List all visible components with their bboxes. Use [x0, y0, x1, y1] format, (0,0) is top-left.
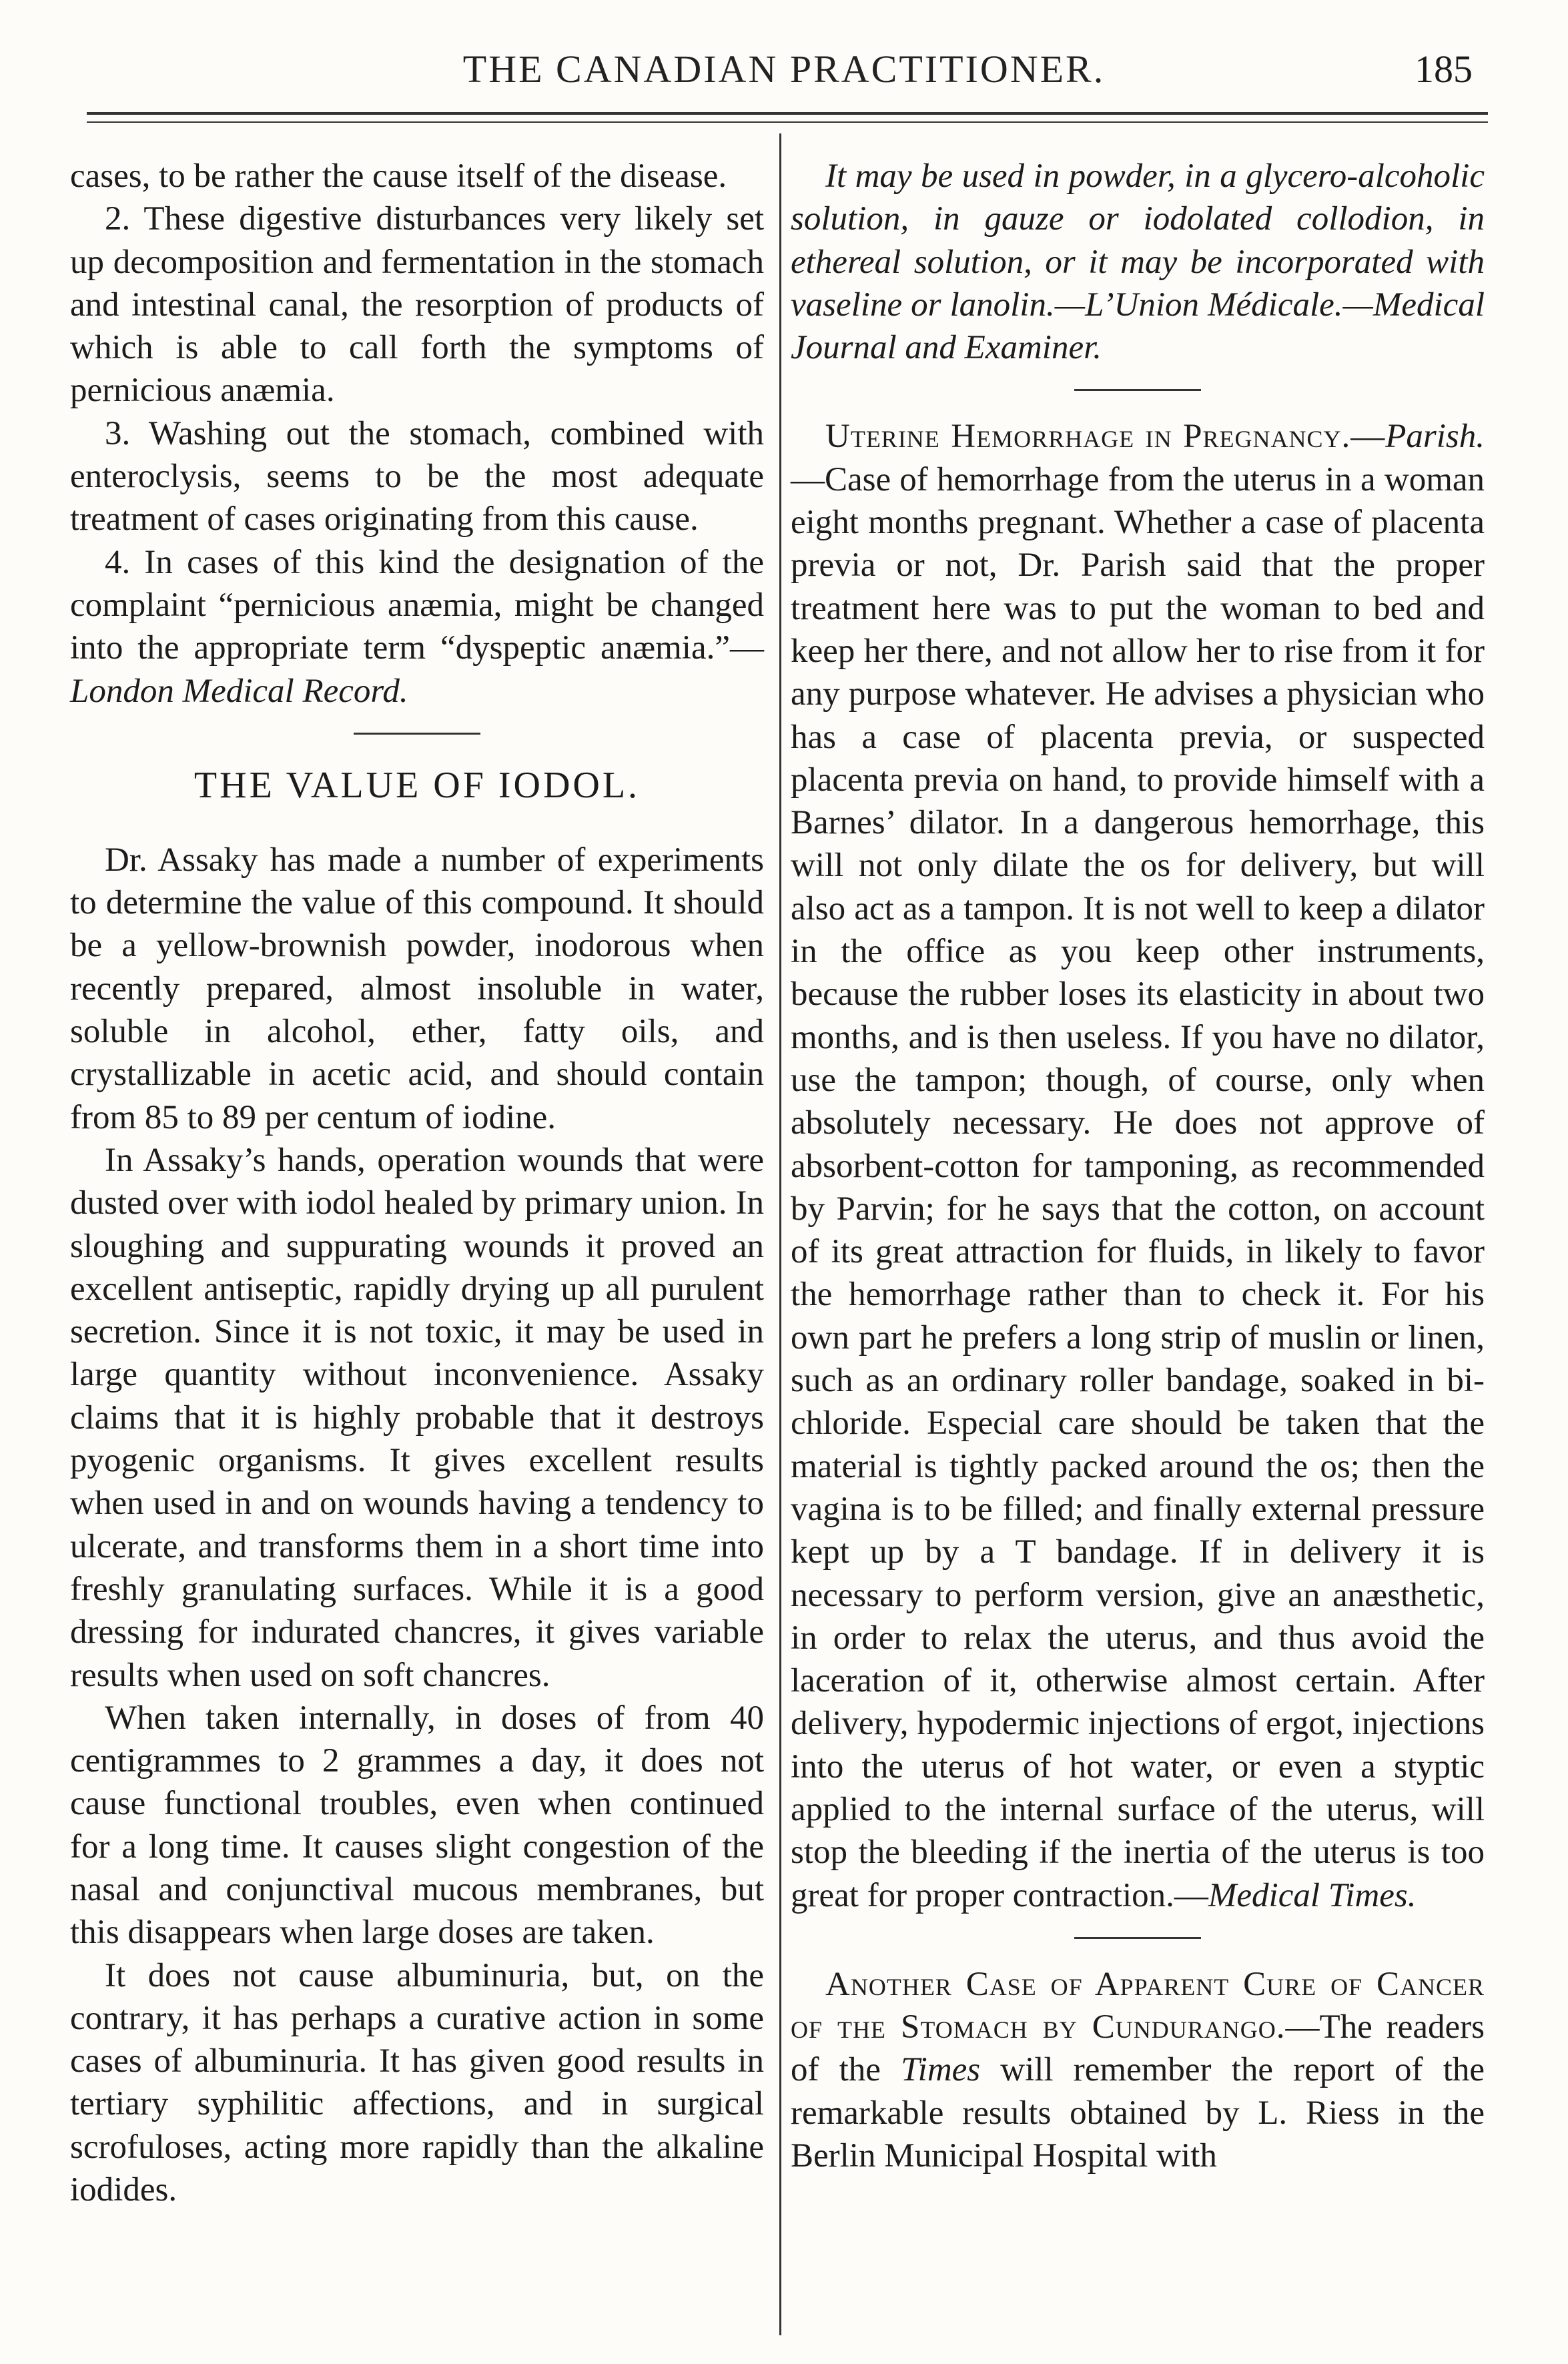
- paragraph-text: 4. In cases of this kind the designation of the complaint “pernicious anæmia, might be changed into the appropriate term “dyspeptic anæmia.”—: [70, 543, 764, 667]
- article-text: —The readers of the: [791, 2008, 1485, 2089]
- section-separator: [1074, 1937, 1201, 1939]
- running-title: THE CANADIAN PRACTITIONER.: [462, 47, 1106, 91]
- column-divider: [779, 133, 781, 2335]
- header-rule: [87, 112, 1488, 115]
- article-title: Another Case of Apparent Cure of Cancer of the Stomach by Cundurango.: [791, 1965, 1485, 2046]
- paragraph: cases, to be rather the cause itself of the disease.: [70, 157, 727, 195]
- article-text: will remember the report of the remarkable results obtained by L. Riess in the Berlin Municipal Hospital with: [791, 2051, 1485, 2175]
- article-author: Parish.: [1385, 418, 1485, 456]
- section-heading: THE VALUE OF IODOL.: [193, 764, 641, 806]
- right-column: [791, 155, 1485, 2177]
- page-number: 185: [1415, 47, 1473, 91]
- citation-source: London Medical Record.: [70, 672, 408, 710]
- article-uterine-hemorrhage: [791, 415, 1485, 1916]
- article-title: Uterine Hemorrhage in Pregnancy.—: [825, 418, 1386, 456]
- paragraph: It does not cause albuminuria, but, on the contrary, it has perhaps a curative action in some cases of albuminuria. It has given good results in tertiary syphilitic affections, and in surgical scrofuloses, acting more rapidly than the alkaline iodides.: [70, 1956, 764, 2209]
- paragraph: [70, 541, 764, 713]
- paragraph: 2. These digestive disturbances very likely set up decomposition and fermentation in the stomach and intestinal canal, the resorption of products of which is able to call forth the symptoms of pernicious anæmia.: [70, 200, 764, 410]
- paragraph: When taken internally, in doses of from 40 centigrammes to 2 grammes a day, it does not cause functional troubles, even when continued for a long time. It causes slight congestion of the nasal and conjunctival mucous membranes, but this disappears when large doses are taken.: [70, 1699, 764, 1952]
- article-cundurango: [791, 1963, 1485, 2177]
- paragraph-text: It may be used in powder, in a glycero-alcoholic solution, in gauze or iodolated collodion, in ethereal solution, or it may be incorporated with vaseline or lanolin.—: [791, 157, 1485, 324]
- paragraph: 3. Washing out the stomach, combined with enteroclysis, seems to be the most adequate treatment of cases originating from this cause.: [70, 414, 764, 538]
- header-rule-thin: [87, 121, 1488, 123]
- paragraph: [791, 155, 1485, 369]
- paragraph: In Assaky’s hands, operation wounds that were dusted over with iodol healed by primary union. In sloughing and suppurating wounds it proved an excellent antiseptic, rapidly drying up all purulent secretion. Since it is not toxic, it may be used in large quantity without inconvenience. Assaky claims that it is highly probable that it destroys pyogenic organisms. It gives excellent results when used in and on wounds having a tendency to ulcerate, and transforms them in a short time into freshly granulating surfaces. While it is a good dressing for indurated chancres, it gives variable results when used on soft chancres.: [70, 1141, 764, 1694]
- journal-name: Times: [901, 2051, 981, 2089]
- article-text: —Case of hemorrhage from the uterus in a woman eight months pregnant. Whether a case of placenta previa or not, Dr. Parish said that the proper treatment here was to put the woman to bed and keep her there, and not allow her to rise from it for any purpose whatever. He advises a physician who has a case of placenta previa, or suspected placenta previa on hand, to provide himself with a Barnes’ dilator. In a dangerous hemorrhage, this will not only dilate the os for delivery, but will also act as a tampon. It is not well to keep a dilator in the office as you keep other instruments, because the rubber loses its elasticity in about two months, and is then useless. If you have no dilator, use the tampon; though, of course, only when absolutely necessary. He does not approve of absorbent-cotton for tamponing, as recommended by Parvin; for he says that the cotton, on account of its great attraction for fluids, in likely to favor the hemorrhage rather than to check it. For his own part he prefers a long strip of muslin or linen, such as an ordinary roller bandage, soaked in bi-chloride. Especial care should be taken that the material is tightly packed around the os; then the vagina is to be filled; and finally external pressure kept up by a T bandage. If in delivery it is necessary to perform version, give an anæsthetic, in order to relax the uterus, and thus avoid the laceration of it, otherwise almost certain. After delivery, hypodermic injections of ergot, injections into the uterus of hot water, or even a styptic applied to the internal surface of the uterus, will stop the bleeding if the inertia of the uterus is too great for proper contraction.—: [791, 460, 1485, 1914]
- section-separator: [354, 733, 480, 735]
- citation-source: Medical Times.: [1208, 1876, 1417, 1914]
- citation-source: L’Union Médicale.—Medical Journal and Examiner.: [791, 286, 1485, 367]
- section-separator: [1074, 389, 1201, 391]
- left-column: [70, 155, 764, 2211]
- paragraph: Dr. Assaky has made a number of experiments to determine the value of this compound. It should be a yellow-brownish powder, inodorous when recently prepared, almost insoluble in water, soluble in alcohol, ether, fatty oils, and crystallizable in acetic acid, and should contain from 85 to 89 per centum of iodine.: [70, 841, 764, 1136]
